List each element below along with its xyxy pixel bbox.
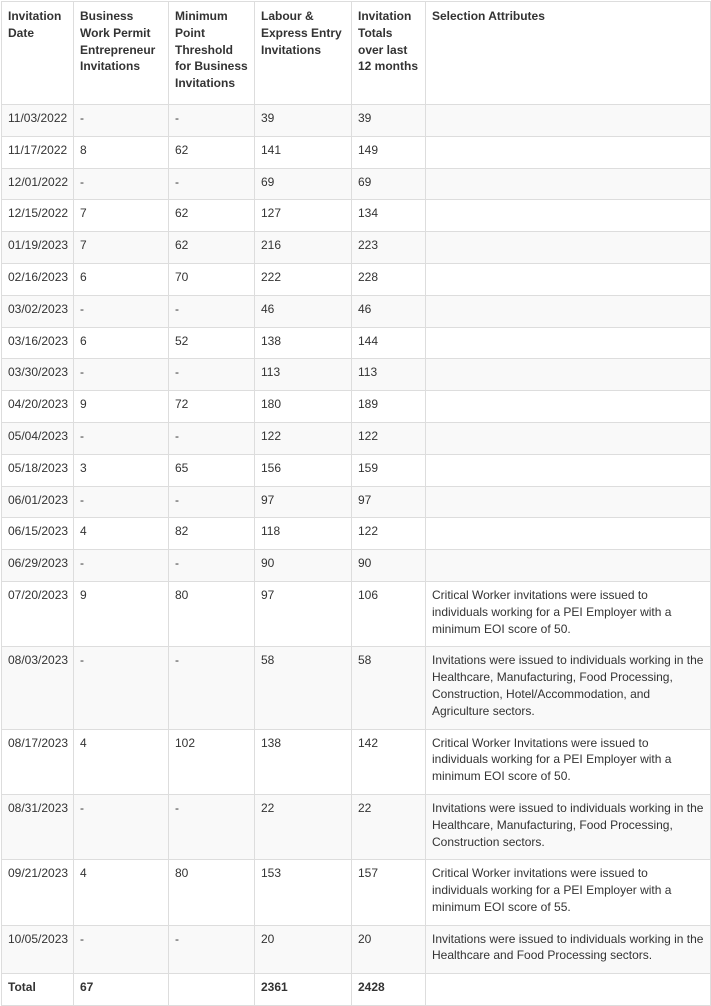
cell-minimum-threshold: 62 — [169, 136, 255, 168]
total-threshold — [169, 974, 255, 1006]
cell-invitation-date: 06/29/2023 — [2, 550, 74, 582]
cell-invitation-date: 11/17/2022 — [2, 136, 74, 168]
total-labour: 2361 — [255, 974, 352, 1006]
cell-business-invitations: 7 — [74, 232, 169, 264]
header-invitation-date: Invitation Date — [2, 2, 74, 105]
cell-business-invitations: 4 — [74, 860, 169, 925]
cell-invitation-total: 113 — [352, 359, 426, 391]
cell-selection-attributes: Invitations were issued to individuals working in the Healthcare, Manufacturing, Food Processing, Construction, Hotel/Accommodation, and Agriculture sectors. — [426, 647, 711, 729]
invitations-table — [1, 1, 711, 1006]
cell-labour-express-entry: 39 — [255, 104, 352, 136]
cell-invitation-total: 20 — [352, 925, 426, 974]
cell-selection-attributes — [426, 518, 711, 550]
cell-business-invitations: 4 — [74, 518, 169, 550]
cell-invitation-date: 11/03/2022 — [2, 104, 74, 136]
cell-invitation-date: 01/19/2023 — [2, 232, 74, 264]
cell-labour-express-entry: 141 — [255, 136, 352, 168]
table-row — [2, 136, 711, 168]
cell-invitation-date: 03/02/2023 — [2, 295, 74, 327]
table-row — [2, 359, 711, 391]
table-row — [2, 168, 711, 200]
table-row — [2, 550, 711, 582]
cell-business-invitations: - — [74, 925, 169, 974]
cell-business-invitations: 7 — [74, 200, 169, 232]
cell-minimum-threshold: 62 — [169, 200, 255, 232]
cell-invitation-total: 39 — [352, 104, 426, 136]
total-attributes — [426, 974, 711, 1006]
header-business-invitations: Business Work Permit Entrepreneur Invitations — [74, 2, 169, 105]
cell-invitation-date: 05/04/2023 — [2, 422, 74, 454]
cell-minimum-threshold: 52 — [169, 327, 255, 359]
cell-business-invitations: 6 — [74, 263, 169, 295]
table-row — [2, 232, 711, 264]
cell-minimum-threshold: - — [169, 104, 255, 136]
cell-invitation-total: 122 — [352, 422, 426, 454]
cell-minimum-threshold: 80 — [169, 581, 255, 646]
table-row — [2, 454, 711, 486]
cell-business-invitations: - — [74, 168, 169, 200]
cell-selection-attributes — [426, 200, 711, 232]
cell-labour-express-entry: 216 — [255, 232, 352, 264]
table-row — [2, 295, 711, 327]
cell-invitation-date: 08/31/2023 — [2, 794, 74, 859]
cell-minimum-threshold: 72 — [169, 391, 255, 423]
total-label: Total — [2, 974, 74, 1006]
table-row — [2, 486, 711, 518]
cell-labour-express-entry: 90 — [255, 550, 352, 582]
cell-invitation-date: 03/30/2023 — [2, 359, 74, 391]
cell-labour-express-entry: 180 — [255, 391, 352, 423]
cell-selection-attributes — [426, 104, 711, 136]
cell-labour-express-entry: 138 — [255, 327, 352, 359]
cell-minimum-threshold: - — [169, 794, 255, 859]
cell-minimum-threshold: - — [169, 422, 255, 454]
cell-business-invitations: 8 — [74, 136, 169, 168]
cell-labour-express-entry: 222 — [255, 263, 352, 295]
cell-selection-attributes: Critical Worker invitations were issued to individuals working for a PEI Employer with a minimum EOI score of 50. — [426, 581, 711, 646]
cell-selection-attributes — [426, 295, 711, 327]
cell-selection-attributes — [426, 327, 711, 359]
cell-labour-express-entry: 113 — [255, 359, 352, 391]
cell-labour-express-entry: 122 — [255, 422, 352, 454]
cell-business-invitations: 9 — [74, 391, 169, 423]
cell-minimum-threshold: 62 — [169, 232, 255, 264]
cell-invitation-total: 149 — [352, 136, 426, 168]
cell-invitation-total: 22 — [352, 794, 426, 859]
cell-selection-attributes — [426, 136, 711, 168]
cell-invitation-total: 157 — [352, 860, 426, 925]
table-row — [2, 729, 711, 794]
cell-selection-attributes — [426, 486, 711, 518]
cell-minimum-threshold: - — [169, 295, 255, 327]
cell-labour-express-entry: 153 — [255, 860, 352, 925]
cell-business-invitations: 6 — [74, 327, 169, 359]
cell-business-invitations: - — [74, 359, 169, 391]
cell-labour-express-entry: 97 — [255, 486, 352, 518]
cell-minimum-threshold: 80 — [169, 860, 255, 925]
cell-invitation-date: 04/20/2023 — [2, 391, 74, 423]
cell-selection-attributes — [426, 359, 711, 391]
cell-labour-express-entry: 58 — [255, 647, 352, 729]
cell-invitation-date: 12/01/2022 — [2, 168, 74, 200]
cell-invitation-total: 223 — [352, 232, 426, 264]
cell-minimum-threshold: 82 — [169, 518, 255, 550]
cell-invitation-total: 134 — [352, 200, 426, 232]
cell-invitation-total: 46 — [352, 295, 426, 327]
cell-labour-express-entry: 97 — [255, 581, 352, 646]
table-row — [2, 518, 711, 550]
cell-selection-attributes — [426, 422, 711, 454]
totals-row — [2, 974, 711, 1006]
cell-invitation-date: 08/03/2023 — [2, 647, 74, 729]
cell-business-invitations: 4 — [74, 729, 169, 794]
cell-labour-express-entry: 22 — [255, 794, 352, 859]
cell-selection-attributes — [426, 391, 711, 423]
cell-invitation-total: 106 — [352, 581, 426, 646]
cell-minimum-threshold: - — [169, 486, 255, 518]
table-row — [2, 860, 711, 925]
total-invitations: 2428 — [352, 974, 426, 1006]
table-row — [2, 263, 711, 295]
cell-invitation-total: 69 — [352, 168, 426, 200]
table-row — [2, 104, 711, 136]
cell-selection-attributes — [426, 263, 711, 295]
cell-selection-attributes: Invitations were issued to individuals working in the Healthcare, Manufacturing, Food Processing, Construction sectors. — [426, 794, 711, 859]
cell-labour-express-entry: 118 — [255, 518, 352, 550]
cell-labour-express-entry: 156 — [255, 454, 352, 486]
cell-minimum-threshold: 102 — [169, 729, 255, 794]
cell-business-invitations: 3 — [74, 454, 169, 486]
cell-invitation-total: 122 — [352, 518, 426, 550]
cell-invitation-date: 06/01/2023 — [2, 486, 74, 518]
cell-invitation-date: 02/16/2023 — [2, 263, 74, 295]
cell-business-invitations: - — [74, 550, 169, 582]
cell-invitation-date: 07/20/2023 — [2, 581, 74, 646]
cell-minimum-threshold: 70 — [169, 263, 255, 295]
cell-business-invitations: - — [74, 104, 169, 136]
cell-selection-attributes: Invitations were issued to individuals working in the Healthcare and Food Processing sectors. — [426, 925, 711, 974]
cell-business-invitations: - — [74, 794, 169, 859]
cell-labour-express-entry: 20 — [255, 925, 352, 974]
cell-invitation-date: 12/15/2022 — [2, 200, 74, 232]
cell-labour-express-entry: 69 — [255, 168, 352, 200]
cell-labour-express-entry: 127 — [255, 200, 352, 232]
table-row — [2, 581, 711, 646]
cell-invitation-date: 06/15/2023 — [2, 518, 74, 550]
cell-invitation-date: 03/16/2023 — [2, 327, 74, 359]
cell-business-invitations: - — [74, 647, 169, 729]
cell-selection-attributes — [426, 232, 711, 264]
cell-labour-express-entry: 46 — [255, 295, 352, 327]
cell-invitation-date: 09/21/2023 — [2, 860, 74, 925]
header-row — [2, 2, 711, 105]
cell-selection-attributes: Critical Worker invitations were issued to individuals working for a PEI Employer with a minimum EOI score of 55. — [426, 860, 711, 925]
cell-minimum-threshold: 65 — [169, 454, 255, 486]
total-business: 67 — [74, 974, 169, 1006]
table-row — [2, 200, 711, 232]
cell-business-invitations: - — [74, 422, 169, 454]
table-row — [2, 327, 711, 359]
cell-minimum-threshold: - — [169, 647, 255, 729]
cell-minimum-threshold: - — [169, 550, 255, 582]
header-invitation-totals: Invitation Totals over last 12 months — [352, 2, 426, 105]
cell-invitation-total: 228 — [352, 263, 426, 295]
cell-invitation-date: 10/05/2023 — [2, 925, 74, 974]
cell-selection-attributes — [426, 550, 711, 582]
cell-selection-attributes — [426, 168, 711, 200]
table-row — [2, 794, 711, 859]
table-row — [2, 391, 711, 423]
header-labour-express-entry: Labour & Express Entry Invitations — [255, 2, 352, 105]
cell-invitation-total: 144 — [352, 327, 426, 359]
cell-minimum-threshold: - — [169, 925, 255, 974]
table-row — [2, 647, 711, 729]
cell-invitation-total: 58 — [352, 647, 426, 729]
header-selection-attributes: Selection Attributes — [426, 2, 711, 105]
cell-business-invitations: 9 — [74, 581, 169, 646]
cell-invitation-date: 05/18/2023 — [2, 454, 74, 486]
cell-invitation-total: 90 — [352, 550, 426, 582]
cell-selection-attributes — [426, 454, 711, 486]
cell-invitation-total: 159 — [352, 454, 426, 486]
table-row — [2, 422, 711, 454]
cell-invitation-date: 08/17/2023 — [2, 729, 74, 794]
cell-business-invitations: - — [74, 486, 169, 518]
cell-invitation-total: 189 — [352, 391, 426, 423]
cell-invitation-total: 142 — [352, 729, 426, 794]
cell-invitation-total: 97 — [352, 486, 426, 518]
cell-labour-express-entry: 138 — [255, 729, 352, 794]
cell-minimum-threshold: - — [169, 359, 255, 391]
header-minimum-threshold: Minimum Point Threshold for Business Invitations — [169, 2, 255, 105]
cell-business-invitations: - — [74, 295, 169, 327]
cell-selection-attributes: Critical Worker Invitations were issued to individuals working for a PEI Employer with a minimum EOI score of 50. — [426, 729, 711, 794]
cell-minimum-threshold: - — [169, 168, 255, 200]
table-row — [2, 925, 711, 974]
